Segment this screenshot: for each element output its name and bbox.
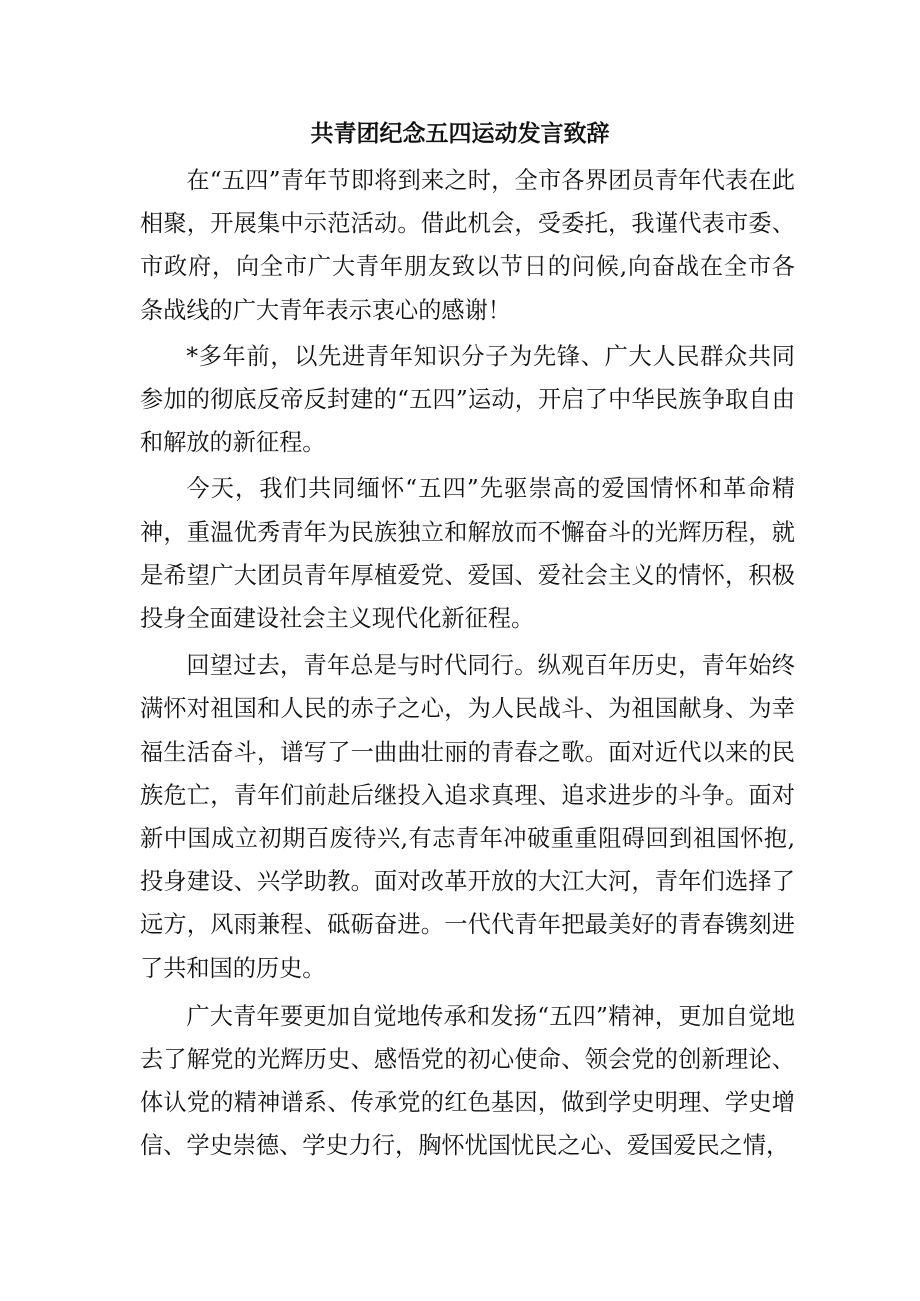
paragraph-3: 今天，我们共同缅怀“五四”先驱崇高的爱国情怀和革命精神，重温优秀青年为民族独立和解放而不懈奋斗的光辉历程，就是希望广大团员青年厚植爱党、爱国、爱社会主义的情怀，积极投身全面建设社会主义现代化新征程。 xyxy=(140,475,795,633)
document-title: 共青团纪念五四运动发言致辞 xyxy=(310,120,610,147)
paragraph-4: 回望过去，青年总是与时代同行。纵观百年历史，青年始终满怀对祖国和人民的赤子之心，为人民战斗、为祖国献身、为幸福生活奋斗，谱写了一曲曲壮丽的青春之歌。面对近代以来的民族危亡，青年们前赴后继投入追求真理、追求进步的斗争。面对新中国成立初期百废待兴,有志青年冲破重重阻碍回到祖国怀抱,投身建设、兴学助教。面对改革开放的大江大河，青年们选择了远方，风雨兼程、砥砺奋进。一代代青年把最美好的青春镌刻进了共和国的历史。 xyxy=(140,652,795,982)
paragraph-5: 广大青年要更加自觉地传承和发扬“五四”精神，更加自觉地去了解党的光辉历史、感悟党的初心使命、领会党的创新理论、体认党的精神谱系、传承党的红色基因，做到学史明理、学史增信、学史崇德、学史力行，胸怀忧国忧民之心、爱国爱民之情， xyxy=(140,1002,795,1160)
paragraph-2: *多年前，以先进青年知识分子为先锋、广大人民群众共同参加的彻底反帝反封建的“五四”运动，开启了中华民族争取自由和解放的新征程。 xyxy=(140,342,795,457)
paragraph-1: 在“五四”青年节即将到来之时，全市各界团员青年代表在此相聚，开展集中示范活动。借此机会，受委托，我谨代表市委、市政府，向全市广大青年朋友致以节日的问候,向奋战在全市各条战线的广大青年表示衷心的感谢！ xyxy=(140,167,795,324)
document-body xyxy=(140,159,795,1168)
